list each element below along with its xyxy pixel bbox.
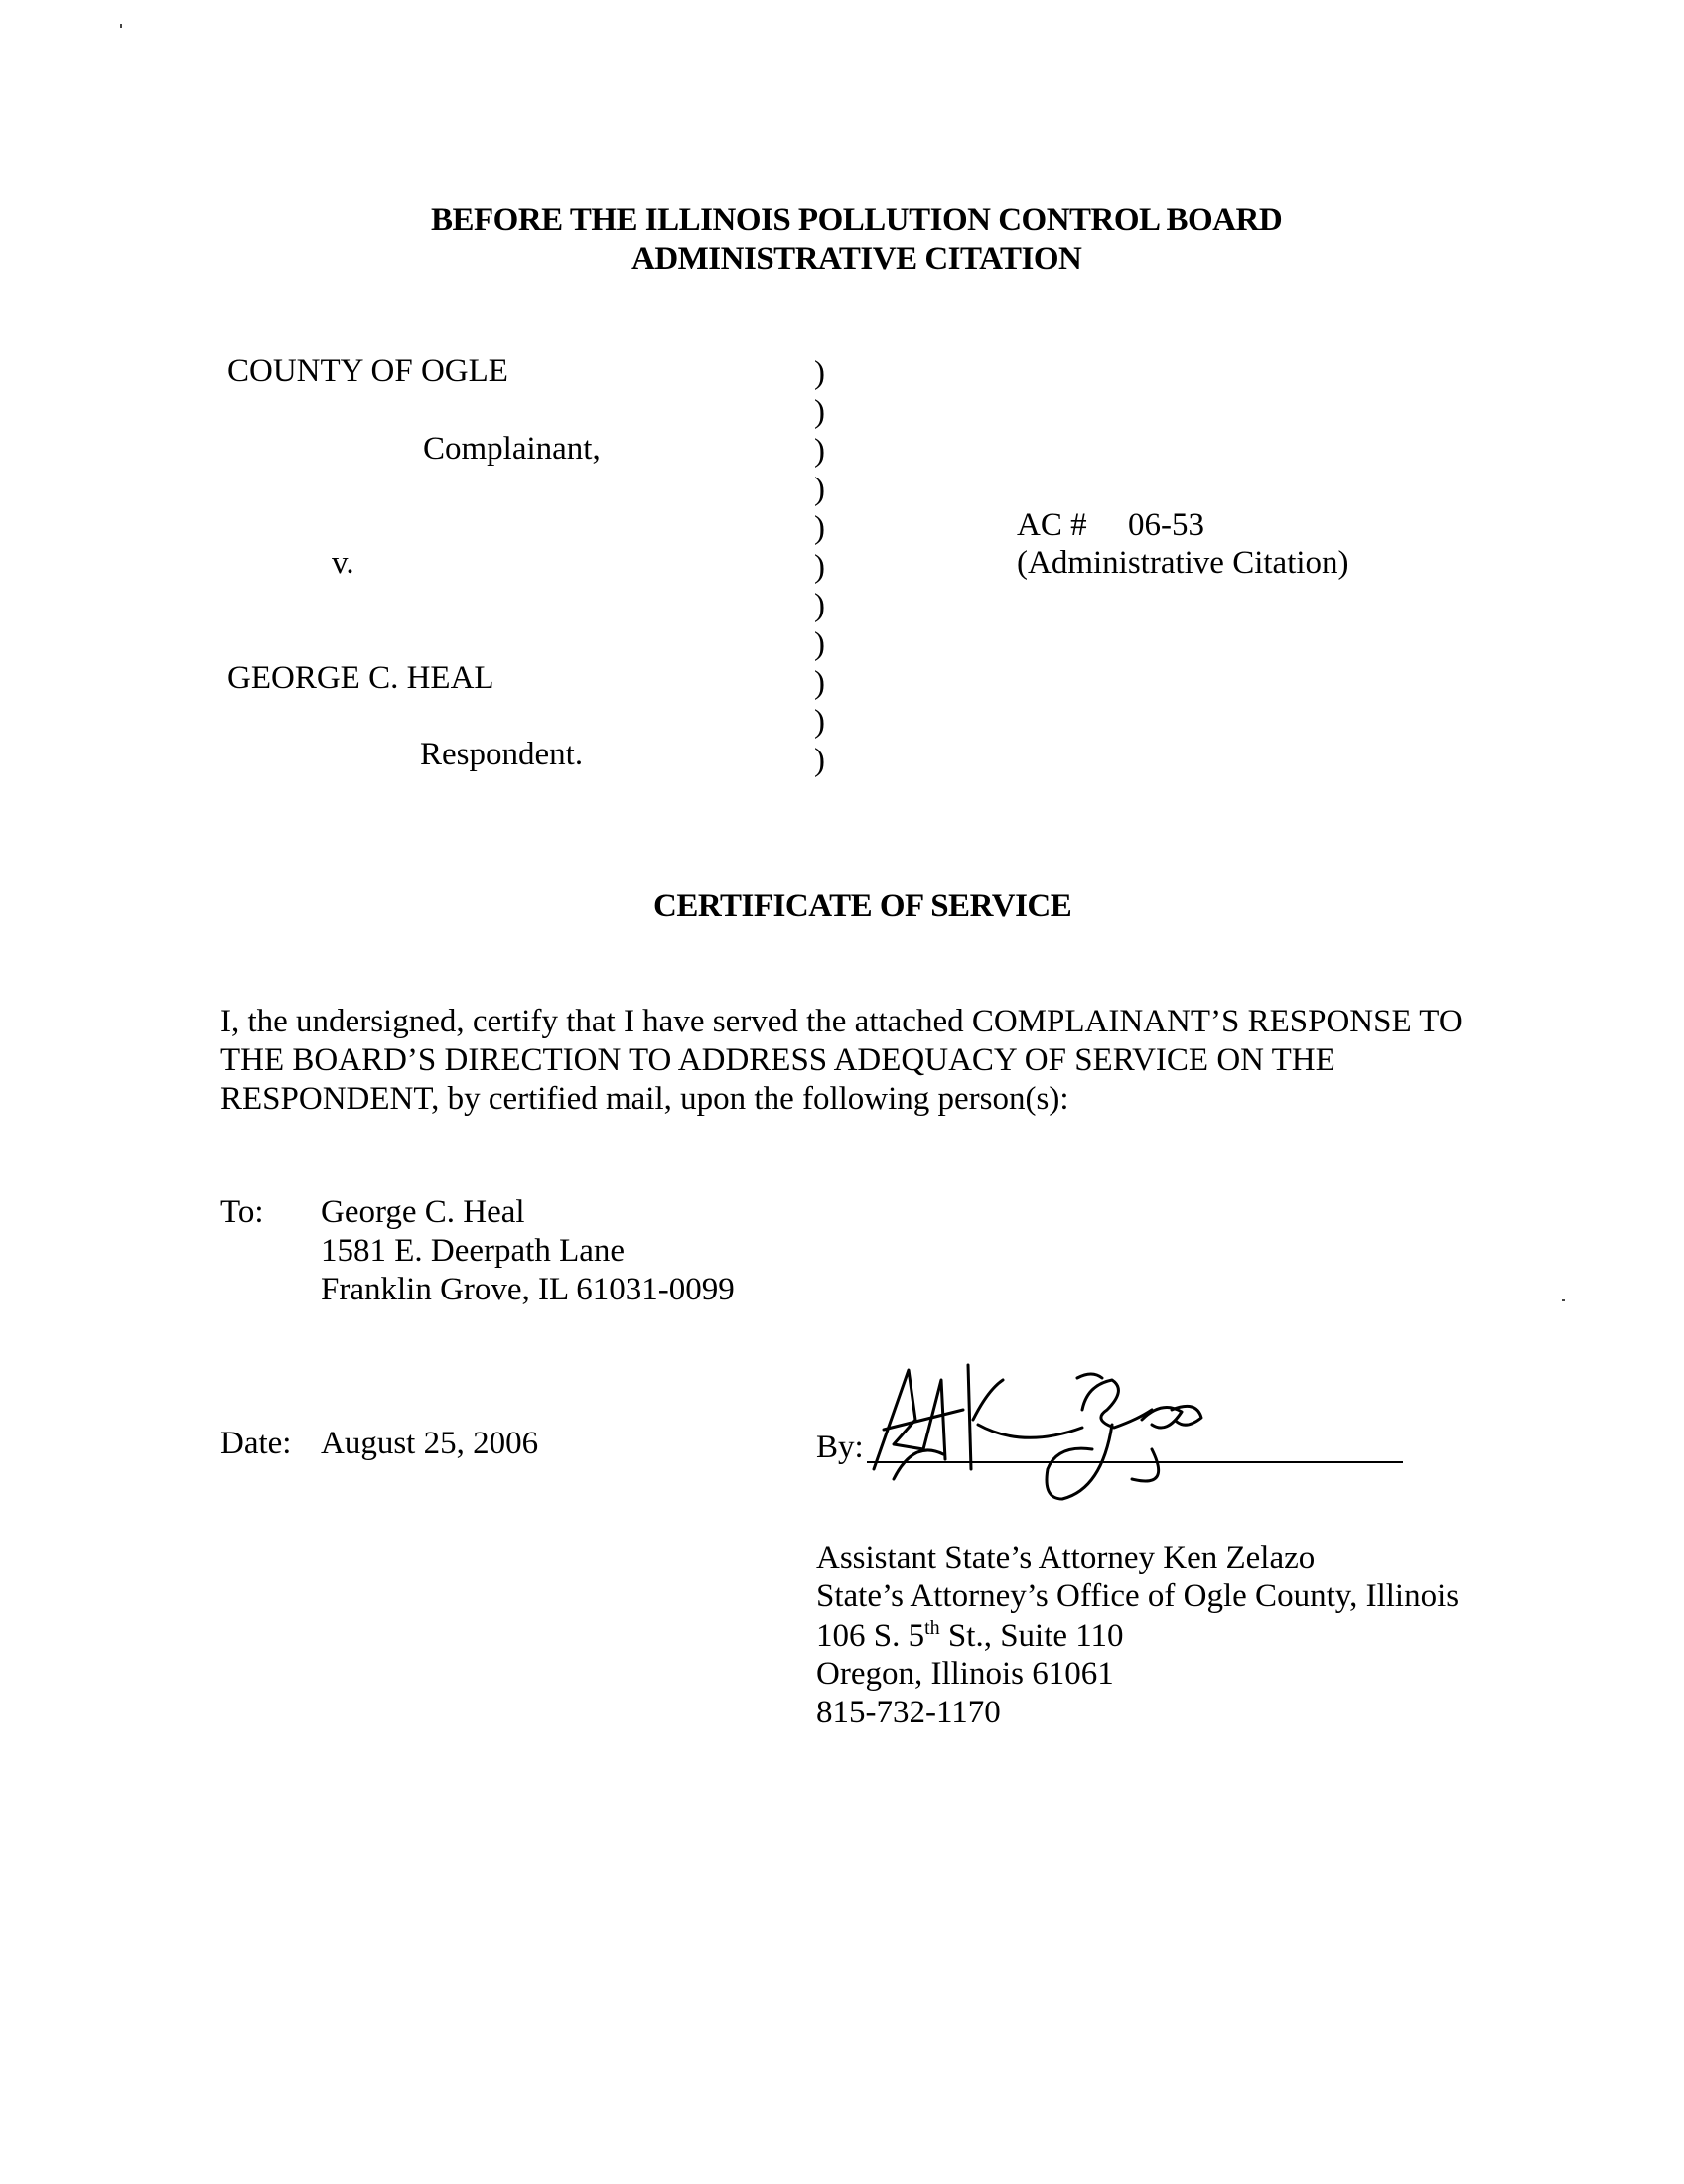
- caption-paren: ): [814, 704, 825, 740]
- case-number: 06-53: [1128, 507, 1204, 543]
- to-label: To:: [220, 1194, 264, 1230]
- caption-paren: ): [814, 743, 825, 778]
- recipient-city: Franklin Grove, IL 61031-0099: [321, 1272, 735, 1307]
- recipient-street: 1581 E. Deerpath Lane: [321, 1233, 626, 1269]
- street-prefix: 106 S. 5: [816, 1618, 925, 1654]
- versus: v.: [332, 545, 354, 581]
- case-type: (Administrative Citation): [1017, 545, 1349, 581]
- signer-office: State’s Attorney’s Office of Ogle County, Illinois: [816, 1578, 1460, 1614]
- caption-paren: ): [814, 588, 825, 623]
- scan-speck: [120, 24, 122, 28]
- caption-paren: ): [814, 665, 825, 701]
- caption-paren: ): [814, 510, 825, 546]
- caption-paren: ): [814, 355, 825, 391]
- street-suffix: St., Suite 110: [939, 1618, 1124, 1654]
- signer-city: Oregon, Illinois 61061: [816, 1656, 1114, 1692]
- case-label: AC #: [1017, 507, 1087, 543]
- by-label: By:: [816, 1430, 864, 1465]
- certificate-heading: CERTIFICATE OF SERVICE: [653, 888, 1072, 924]
- certificate-paragraph: I, the undersigned, certify that I have served the attached COMPLAINANT’S RESPONSE TO THE BOARD’S DIRECTION TO ADDRESS ADEQUACY OF SERVICE ON THE RESPONDENT, by certified mail, upon the following person(s):: [220, 1004, 1463, 1117]
- handwritten-signature: [854, 1350, 1291, 1529]
- signer-title: Assistant State’s Attorney Ken Zelazo: [816, 1540, 1316, 1575]
- signer-phone: 815-732-1170: [816, 1695, 1001, 1730]
- board-title: BEFORE THE ILLINOIS POLLUTION CONTROL BOARD: [431, 203, 1283, 238]
- respondent-role: Respondent.: [420, 737, 584, 772]
- caption-paren: ): [814, 433, 825, 469]
- date-value: August 25, 2006: [321, 1426, 539, 1461]
- complainant-name: COUNTY OF OGLE: [227, 353, 508, 389]
- date-label: Date:: [220, 1426, 292, 1461]
- caption-paren: ): [814, 549, 825, 585]
- signer-street: [816, 1617, 1124, 1655]
- street-superscript: th: [924, 1617, 940, 1639]
- caption-paren: ): [814, 626, 825, 662]
- citation-title: ADMINISTRATIVE CITATION: [632, 241, 1082, 277]
- complainant-role: Complainant,: [423, 431, 601, 467]
- recipient-name: George C. Heal: [321, 1194, 525, 1230]
- caption-paren: ): [814, 472, 825, 507]
- respondent-name: GEORGE C. HEAL: [227, 660, 494, 696]
- scan-speck: [1562, 1299, 1565, 1301]
- caption-paren: ): [814, 394, 825, 430]
